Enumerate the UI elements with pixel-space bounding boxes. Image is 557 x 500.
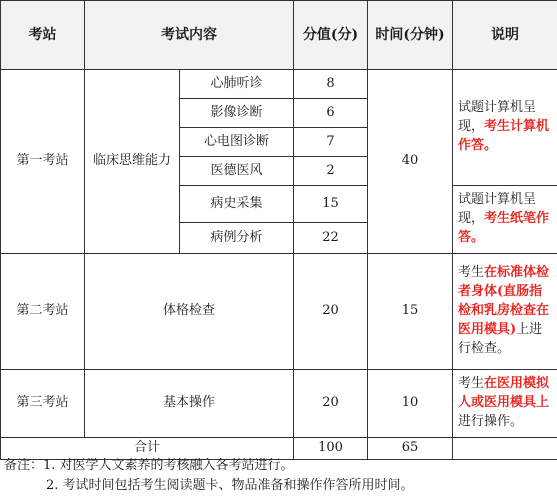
footnotes <box>4 456 554 496</box>
item-score: 7 <box>294 128 368 157</box>
station3-score: 20 <box>294 370 368 438</box>
item-label: 心电图诊断 <box>180 128 294 157</box>
item-score: 15 <box>294 186 368 223</box>
item-score: 8 <box>294 70 368 99</box>
header-row <box>1 1 557 70</box>
station2-content: 体格检查 <box>85 254 294 370</box>
station2-name: 第二考站 <box>1 254 85 370</box>
total-score: 100 <box>294 438 368 460</box>
footnote-line: 备注：1. 对医学人文素养的考核融入各考站进行。 <box>4 458 294 473</box>
header-score: 分值(分) <box>294 1 368 70</box>
note-plain: 试题计算机呈现， <box>458 192 537 227</box>
note-emphasis: 考生纸笔作答。 <box>458 211 550 245</box>
station1-name: 第一考站 <box>1 70 85 254</box>
note-emphasis: 考生计算机作答。 <box>458 119 550 153</box>
total-time: 65 <box>368 438 453 460</box>
item-score: 6 <box>294 99 368 128</box>
station1-group: 临床思维能力 <box>85 70 180 254</box>
station2-score: 20 <box>294 254 368 370</box>
table-row <box>1 370 557 438</box>
header-content: 考试内容 <box>85 1 294 70</box>
note-plain: 考生 <box>458 265 485 281</box>
note-plain: 试题计算机呈现， <box>458 100 537 135</box>
station2-note <box>453 254 557 370</box>
note-plain: 进行操作。 <box>458 413 524 429</box>
station2-time: 15 <box>368 254 453 370</box>
total-label: 合计 <box>1 438 294 460</box>
item-score: 22 <box>294 223 368 254</box>
table-row <box>1 70 557 99</box>
station1-time: 40 <box>368 70 453 254</box>
table-row <box>1 254 557 370</box>
station3-note <box>453 370 557 438</box>
station3-name: 第三考站 <box>1 370 85 438</box>
station3-time: 10 <box>368 370 453 438</box>
footnote-line: 2. 考试时间包括考生阅读题卡、物品准备和操作作答所用时间。 <box>46 478 414 493</box>
note-plain: 考生 <box>458 376 485 392</box>
header-time: 时间(分钟) <box>368 1 453 70</box>
item-label: 病例分析 <box>180 223 294 254</box>
item-label: 病史采集 <box>180 186 294 223</box>
item-label: 心肺听诊 <box>180 70 294 99</box>
station1-note-b <box>453 186 557 254</box>
header-station: 考站 <box>1 1 85 70</box>
note-plain: 上进行检查。 <box>458 321 543 356</box>
item-score: 2 <box>294 157 368 186</box>
note-emphasis: 在医用模拟人或医用模具上 <box>458 376 550 411</box>
item-label: 影像诊断 <box>180 99 294 128</box>
note-emphasis: 在标准体检者身体(直肠指检和乳房检查在医用模具) <box>458 265 550 337</box>
station1-note-a <box>453 70 557 186</box>
station3-content: 基本操作 <box>85 370 294 438</box>
header-note: 说明 <box>453 1 557 70</box>
item-label: 医德医风 <box>180 157 294 186</box>
